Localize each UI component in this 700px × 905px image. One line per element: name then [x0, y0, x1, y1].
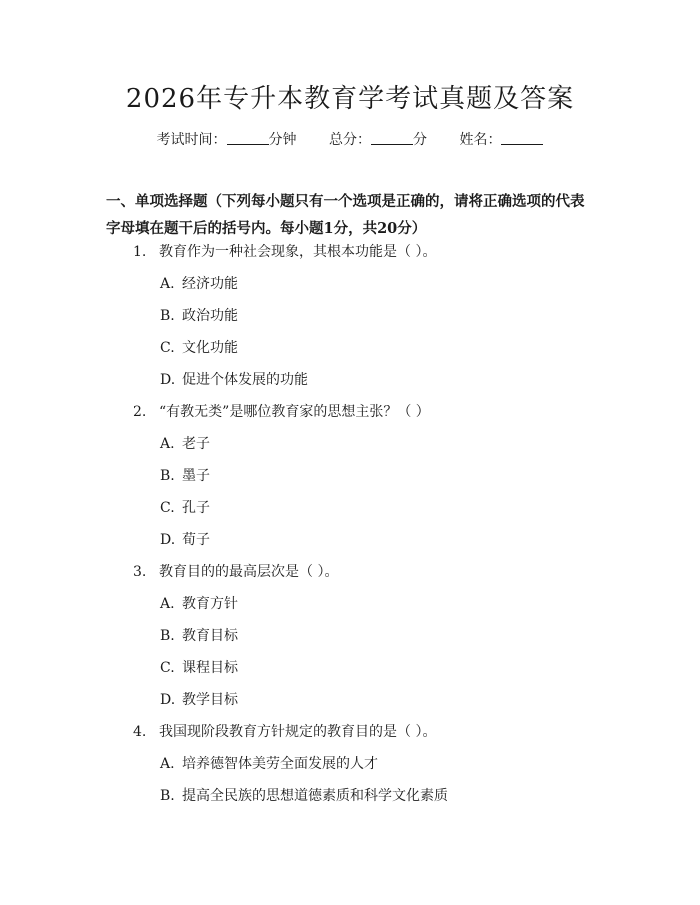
- exam-info-line: [0, 130, 700, 150]
- question-4: [133, 722, 436, 742]
- question-1-option-d: [160, 370, 308, 390]
- option-letter: A.: [160, 276, 175, 292]
- option-text: 促进个体发展的功能: [182, 372, 308, 388]
- option-text: 教育方针: [182, 596, 238, 612]
- question-2-option-c: [160, 498, 210, 518]
- question-1: [133, 242, 436, 262]
- total-score-unit: 分: [413, 132, 427, 148]
- option-letter: D.: [160, 532, 176, 548]
- option-text: 课程目标: [182, 660, 238, 676]
- question-number: 4.: [133, 724, 147, 740]
- option-text: 孔子: [182, 500, 210, 516]
- name-label: 姓名：: [459, 132, 502, 148]
- question-3: [133, 562, 338, 582]
- question-text: 教育作为一种社会现象，其根本功能是（ ）。: [159, 244, 437, 260]
- option-letter: C.: [160, 500, 175, 516]
- question-3-option-a: [160, 594, 238, 614]
- question-number: 3.: [133, 564, 147, 580]
- exam-time-unit: 分钟: [268, 132, 297, 148]
- question-3-option-c: [160, 658, 238, 678]
- name-field: [459, 132, 543, 148]
- option-letter: C.: [160, 660, 175, 676]
- total-score-label: 总分：: [329, 132, 371, 148]
- exam-time-field: [157, 132, 301, 148]
- option-letter: D.: [160, 692, 176, 708]
- option-text: 政治功能: [182, 308, 238, 324]
- section-heading: 一、单项选择题（下列每小题只有一个选项是正确的，请将正确选项的代表字母填在题干后的括号内。每小题1分，共20分）: [106, 193, 585, 237]
- option-letter: B.: [160, 788, 175, 804]
- option-letter: A.: [160, 436, 175, 452]
- question-number: 1.: [133, 244, 147, 260]
- option-text: 教育目标: [182, 628, 238, 644]
- option-letter: A.: [160, 756, 175, 772]
- option-text: 提高全民族的思想道德素质和科学文化素质: [182, 788, 448, 804]
- question-4-option-a: [160, 754, 378, 774]
- question-2-option-d: [160, 530, 210, 550]
- question-1-option-a: [160, 274, 238, 294]
- option-text: 荀子: [182, 532, 210, 548]
- option-text: 文化功能: [182, 340, 238, 356]
- total-score-field: [329, 132, 431, 148]
- question-text: 教育目的的最高层次是（ ）。: [159, 564, 339, 580]
- question-2-option-a: [160, 434, 210, 454]
- question-2-option-b: [160, 466, 210, 486]
- option-text: 墨子: [182, 468, 210, 484]
- question-text: 我国现阶段教育方针规定的教育目的是（ ）。: [159, 724, 437, 740]
- page-title: 2026年专升本教育学考试真题及答案: [125, 84, 575, 114]
- option-text: 教学目标: [182, 692, 238, 708]
- option-text: 经济功能: [182, 276, 238, 292]
- option-letter: B.: [160, 628, 175, 644]
- option-letter: B.: [160, 308, 175, 324]
- exam-time-blank[interactable]: [227, 130, 269, 145]
- question-4-option-b: [160, 786, 448, 806]
- option-letter: D.: [160, 372, 176, 388]
- option-letter: A.: [160, 596, 175, 612]
- question-1-option-c: [160, 338, 238, 358]
- option-text: 培养德智体美劳全面发展的人才: [182, 756, 378, 772]
- option-letter: B.: [160, 468, 175, 484]
- name-blank[interactable]: [501, 130, 543, 145]
- exam-time-label: 考试时间：: [156, 132, 227, 148]
- question-3-option-b: [160, 626, 238, 646]
- question-3-option-d: [160, 690, 238, 710]
- question-1-option-b: [160, 306, 238, 326]
- option-text: 老子: [182, 436, 210, 452]
- option-letter: C.: [160, 340, 175, 356]
- question-text: “有教无类”是哪位教育家的思想主张？（ ）: [159, 404, 430, 420]
- total-score-blank[interactable]: [371, 130, 413, 145]
- question-2: [133, 402, 430, 422]
- question-number: 2.: [133, 404, 147, 420]
